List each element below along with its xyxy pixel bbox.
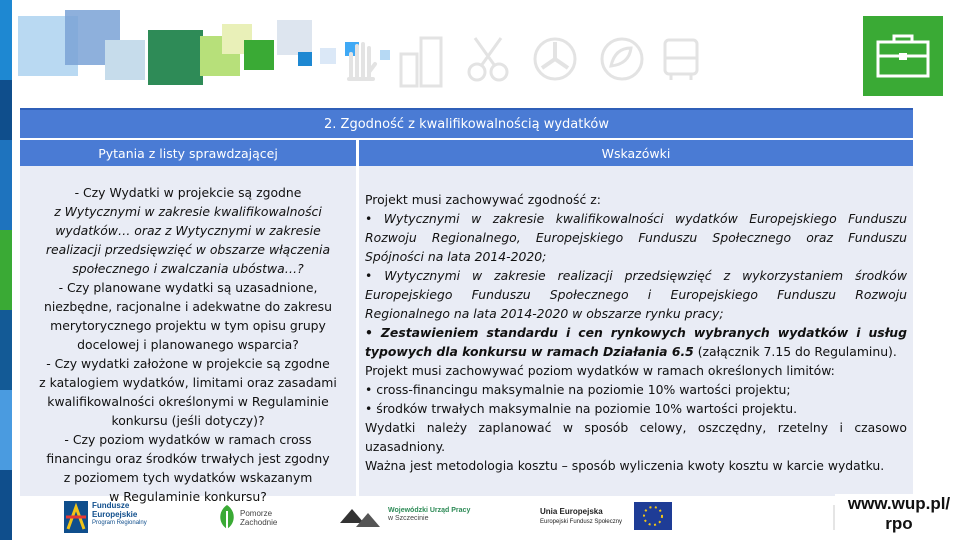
briefcase-tile	[863, 16, 943, 96]
left-color-strip	[0, 0, 12, 540]
hints-cell	[359, 166, 913, 496]
logo1-line2: Europejskie	[92, 510, 138, 519]
hint-line: Regionalnego na lata 2014-2020 w obszarze rynku pracy;	[365, 306, 724, 321]
question-line: - Czy Wydatki w projekcie są zgodne	[74, 185, 302, 200]
questions-cell	[20, 166, 356, 504]
column-header-questions: Pytania z listy sprawdzającej	[20, 140, 356, 166]
logo-fundusze-europejskie	[64, 497, 164, 537]
hint-line: • Zestawieniem standardu i cen rynkowych wybranych wydatków i usług	[365, 325, 907, 340]
hint-line: • cross-financingu maksymalnie na poziomie 10% wartości projektu;	[365, 382, 791, 397]
question-line: - Czy poziom wydatków w ramach cross	[64, 432, 312, 447]
hint-line: Ważna jest metodologia kosztu – sposób wyliczenia kwoty kosztu w karcie wydatku.	[365, 458, 885, 473]
briefcase-icon	[863, 16, 943, 96]
hint-line: • Wytycznymi w zakresie kwalifikowalności wydatków Europejskiego Funduszu	[365, 211, 907, 226]
column-header-hints: Wskazówki	[359, 140, 913, 166]
question-line: financingu oraz środków trwałych jest zgodny	[46, 451, 330, 466]
question-line: - Czy planowane wydatki są uzasadnione,	[58, 280, 318, 295]
question-line: wydatków… oraz z Wytycznymi w zakresie	[55, 223, 321, 238]
logo3-line1: Wojewódzki Urząd Pracy	[388, 507, 471, 514]
question-line: kwalifikowalności określonymi w Regulaminie	[47, 394, 329, 409]
logo2-line2: Zachodnie	[240, 518, 278, 527]
question-line: w Regulaminie konkursu?	[109, 489, 267, 504]
question-line: niezbędne, racjonalne i adekwatne do zakresu	[43, 299, 332, 314]
logo4-line1: Unia Europejska	[540, 507, 603, 516]
hint-line: uzasadniony.	[365, 439, 446, 454]
question-line: konkursu (jeśli dotyczy)?	[111, 413, 265, 428]
wup-emblem-icon	[338, 501, 384, 533]
logo2-line1: Pomorze	[240, 509, 273, 518]
scissors-icon	[465, 34, 511, 84]
hint-line: • Wytycznymi w zakresie realizacji przedsięwzięć z wykorzystaniem środków	[365, 268, 907, 283]
hand-icon	[341, 34, 381, 84]
question-line: z katalogiem wydatków, limitami oraz zasadami	[39, 375, 337, 390]
hint-fragment: (załącznik 7.15 do Regulaminu).	[693, 344, 897, 359]
logo-unia-europejska	[540, 497, 680, 537]
car-icon	[657, 34, 705, 84]
hint-line: Projekt musi zachowywać zgodność z:	[365, 192, 601, 207]
hint-line: Spójności na lata 2014-2020;	[365, 249, 547, 264]
eu-flag-icon	[634, 502, 672, 530]
leaves-icon	[597, 34, 647, 84]
question-line: merytorycznego projektu w tym opisu grupy	[50, 318, 326, 333]
hint-line: Europejskiego Funduszu Społecznego i Europejskiego Funduszu Rozwoju	[365, 287, 907, 302]
wind-turbine-icon	[530, 34, 580, 89]
hint-line	[365, 342, 907, 361]
table-title: 2. Zgodność z kwalifikowalnością wydatków	[20, 108, 913, 138]
logo-wup	[338, 497, 488, 537]
website-line1: www.wup.pl/	[847, 494, 951, 513]
hint-line: Rozwoju Regionalnego, Europejskiego Funduszu Społecznego oraz Funduszu	[365, 230, 907, 245]
question-line: z poziomem tych wydatków wskazanym	[63, 470, 313, 485]
hint-line: • środków trwałych maksymalnie na poziomie 10% wartości projektu.	[365, 401, 798, 416]
question-line: z Wytycznymi w zakresie kwalifikowalności	[54, 204, 322, 219]
fe-flag-icon	[64, 501, 88, 533]
hint-line: Projekt musi zachowywać poziom wydatków w ramach określonych limitów:	[365, 363, 835, 378]
website-link[interactable]	[835, 494, 960, 540]
hint-line: Wydatki należy zaplanować w sposób celowy, oszczędny, rzetelny i czasowo	[365, 420, 907, 435]
question-line: społecznego i zwalczania ubóstwa…?	[72, 261, 304, 276]
website-line2: rpo	[885, 514, 913, 533]
pomorze-leaf-icon	[216, 503, 238, 531]
question-line: realizacji przedsięwzięć w obszarze włączenia	[45, 242, 331, 257]
logo-pomorze-zachodnie	[216, 497, 296, 537]
logo1-line1: Fundusze	[92, 501, 130, 510]
logo3-line2: w Szczecinie	[388, 515, 429, 522]
logo1-line3: Program Regionalny	[92, 520, 147, 526]
buildings-icon	[397, 34, 447, 89]
hint-bold-fragment: typowych dla konkursu w ramach Działania 6.5	[365, 344, 694, 359]
question-line: docelowej i planowanego wsparcia?	[77, 337, 299, 352]
question-line: - Czy wydatki założone w projekcie są zgodne	[46, 356, 330, 371]
logo4-line2: Europejski Fundusz Społeczny	[540, 519, 623, 525]
